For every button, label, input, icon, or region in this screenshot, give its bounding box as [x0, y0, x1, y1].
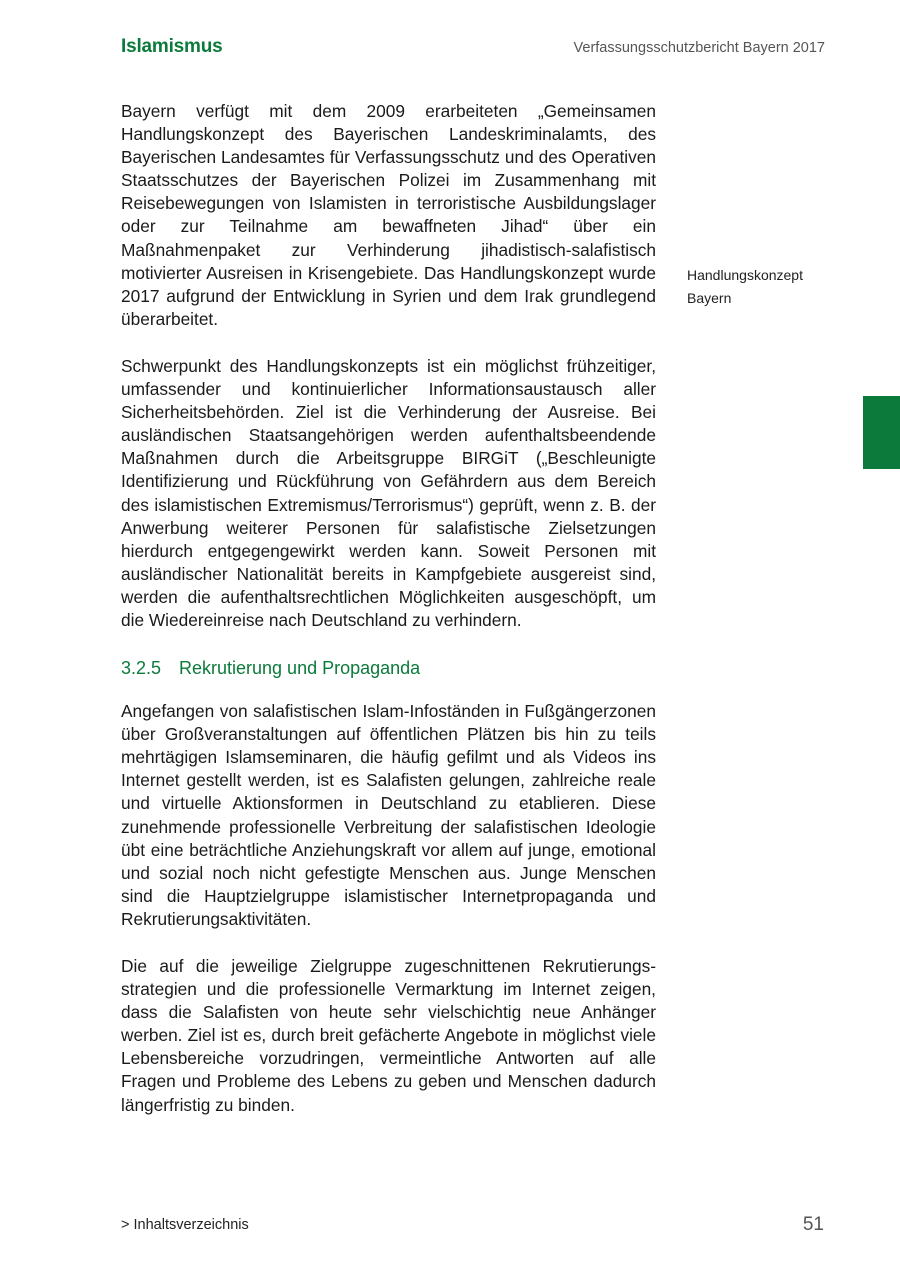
margin-note: [687, 264, 847, 310]
chapter-tab-marker: [863, 396, 900, 469]
paragraph-1: Bayern verfügt mit dem 2009 erarbeiteten „Gemeinsamen Handlungskonzept des Bayerischen Landeskriminalamts, des Bayerischen Landesamtes für Verfassungsschutz und des Operativen Staatsschutzes der Bayerischen Polizei im Zusammenhang mit Reisebewegungen von Islamisten in terroristische Ausbildungslager oder zur Teilnahme am bewaffneten Jihad“ über ein Maßnahmenpaket zur Verhinderung jihadistisch-salafistisch motivierter Ausreisen in Krisengebiete. Das Handlungskonzept wurde 2017 aufgrund der Entwicklung in Syrien und dem Irak grundlegend überarbeitet.: [121, 101, 656, 329]
section-heading: [121, 656, 656, 680]
margin-note-line-1: Handlungskonzept: [687, 267, 803, 283]
section-heading-number: 3.2.5: [121, 658, 162, 679]
margin-note-line-2: Bayern: [687, 290, 732, 306]
paragraph-3: Angefangen von salafistischen Islam-Infoständen in Fußgängerzonen über Großveranstaltungen auf öffentlichen Plätzen bis hin zu teils mehrtägigen Islamseminaren, die häufig gefilmt und als Videos ins Internet gestellt werden, ist es Salafisten gelungen, zahlreiche reale und virtuelle Aktionsformen in Deutschland zu etablieren. Diese zunehmende professionelle Verbreitung der salafistischen Ideologie übt eine beträchtliche Anziehungskraft vor allem auf junge, emotional und sozial noch nicht gefestigte Menschen aus. Junge Menschen sind die Hauptzielgruppe islamistischer Internetpropaganda und Rekrutierungsaktivitäten.: [121, 701, 656, 929]
toc-link[interactable]: > Inhaltsverzeichnis: [121, 1217, 249, 1233]
section-title: Islamismus: [121, 36, 223, 57]
paragraph-4: Die auf die jeweilige Zielgruppe zugeschnittenen Rekrutierungsstrategien und die professionelle Vermarktung im Internet zeigen, dass die Salafisten von heute sehr vielschichtig neue Anhänger werben. Ziel ist es, durch breit gefächerte Angebote in möglichst viele Lebensbereiche vorzudringen, vermeintliche Antworten auf alle Fragen und Probleme des Lebens zu geben und Menschen dadurch längerfristig zu binden.: [121, 956, 656, 1115]
main-content: [121, 100, 656, 1141]
section-heading-title: Rekrutierung und Propaganda: [179, 658, 421, 679]
paragraph-2: Schwerpunkt des Handlungskonzepts ist ein möglichst frühzeitiger, umfassender und kontinuierlicher Informationsaustausch aller Sicherheitsbehörden. Ziel ist die Verhinderung der Ausreise. Bei ausländischen Staatsangehörigen werden aufenthaltsbeendende Maßnahmen durch die Arbeitsgruppe BIRGiT („Beschleunigte Identifizierung und Rückführung von Gefährdern aus dem Bereich des islamistischen Extremismus/Terrorismus“) geprüft, wenn z. B. der Anwerbung weiterer Personen für salafistische Zielsetzungen hierdurch entgegengewirkt werden kann. Soweit Personen mit ausländischer Nationalität bereits in Kampfgebiete ausgereist sind, werden die aufenthaltsrechtlichen Möglichkeiten ausgeschöpft, um die Wiedereinreise nach Deutschland zu verhindern.: [121, 355, 656, 630]
report-title: Verfassungsschutzbericht Bayern 2017: [573, 40, 825, 56]
page-number: 51: [802, 1214, 824, 1235]
